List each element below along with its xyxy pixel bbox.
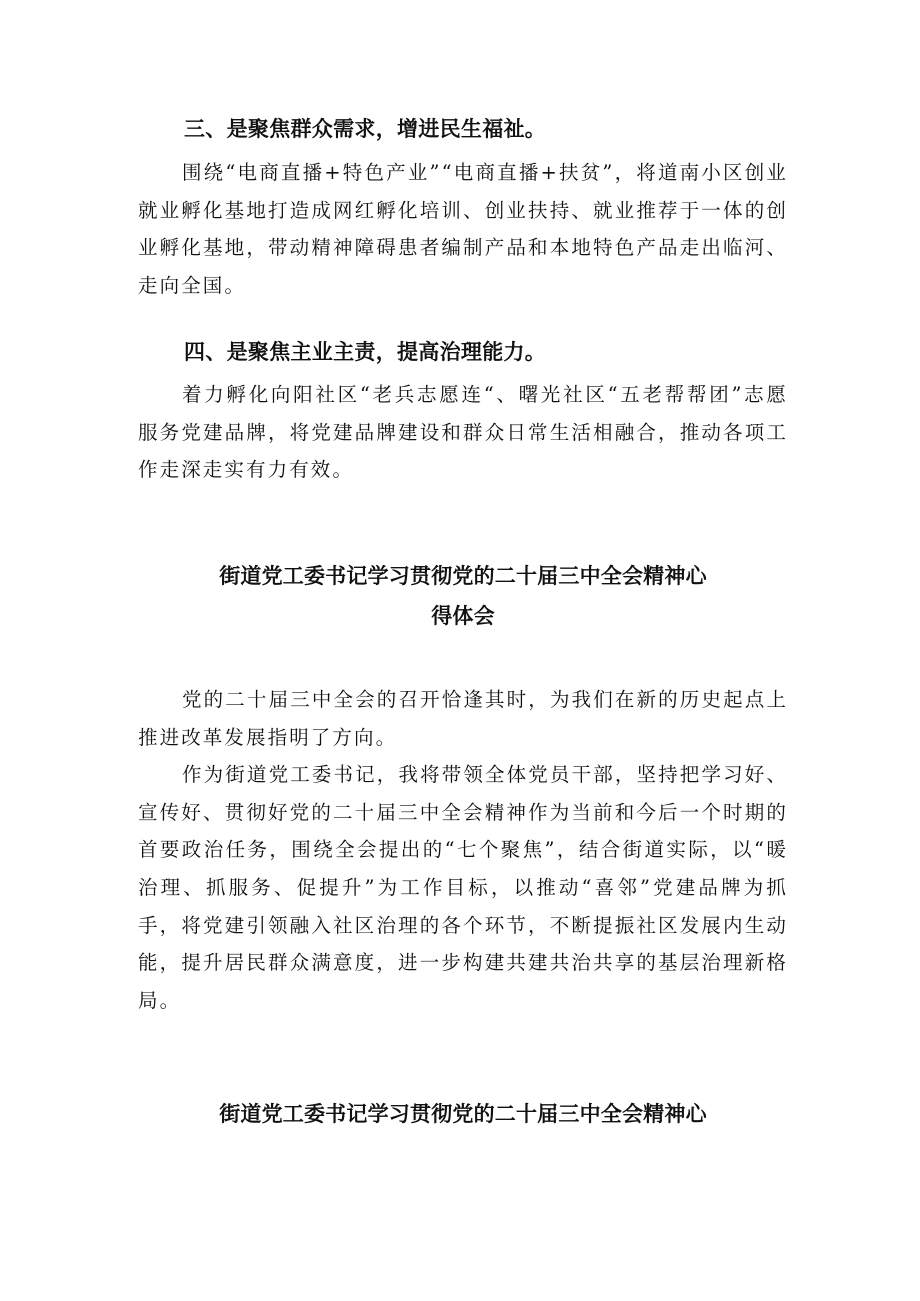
article-title-line2: 得体会 <box>431 604 495 628</box>
section-four-heading: 四、是聚焦主业主责，提高治理能力。 <box>184 340 547 364</box>
article-body <box>138 681 788 1019</box>
section-three-paragraph: 围绕“电商直播+特色产业”“电商直播+扶贫”，将道南小区创业就业孵化基地打造成网红孵化培训、创业扶持、就业推荐于一体的创业孵化基地，带动精神障碍患者编制产品和本地特色产品走出临河、走向全国。 <box>138 161 788 297</box>
article-title-line1: 街道党工委书记学习贯彻党的二十届三中全会精神心 <box>219 564 707 588</box>
section-four <box>138 337 788 489</box>
section-three-heading: 三、是聚焦群众需求，增进民生福祉。 <box>184 117 547 141</box>
next-article-title-line1: 街道党工委书记学习贯彻党的二十届三中全会精神心 <box>219 1102 707 1126</box>
section-four-paragraph: 着力孵化向阳社区“老兵志愿连“、曙光社区“五老帮帮团”志愿服务党建品牌，将党建品牌建设和群众日常生活相融合，推动各项工作走深走实有力有效。 <box>138 383 788 482</box>
article-paragraph-1: 党的二十届三中全会的召开恰逢其时，为我们在新的历史起点上推进改革发展指明了方向。 <box>138 688 788 749</box>
next-article-title <box>138 1094 788 1134</box>
article-paragraph-2: 作为街道党工委书记，我将带领全体党员干部，坚持把学习好、宣传好、贯彻好党的二十届三中全会精神作为当前和今后一个时期的首要政治任务，围绕全会提出的“七个聚焦”，结合街道实际，以“暖治理、抓服务、促提升”为工作目标，以推动“喜邻”党建品牌为抓手，将党建引领融入社区治理的各个环节，不断提振社区发展内生动能，提升居民群众满意度，进一步构建共建共治共享的基层治理新格局。 <box>138 763 788 1012</box>
section-three <box>138 114 788 304</box>
article-title <box>138 556 788 636</box>
